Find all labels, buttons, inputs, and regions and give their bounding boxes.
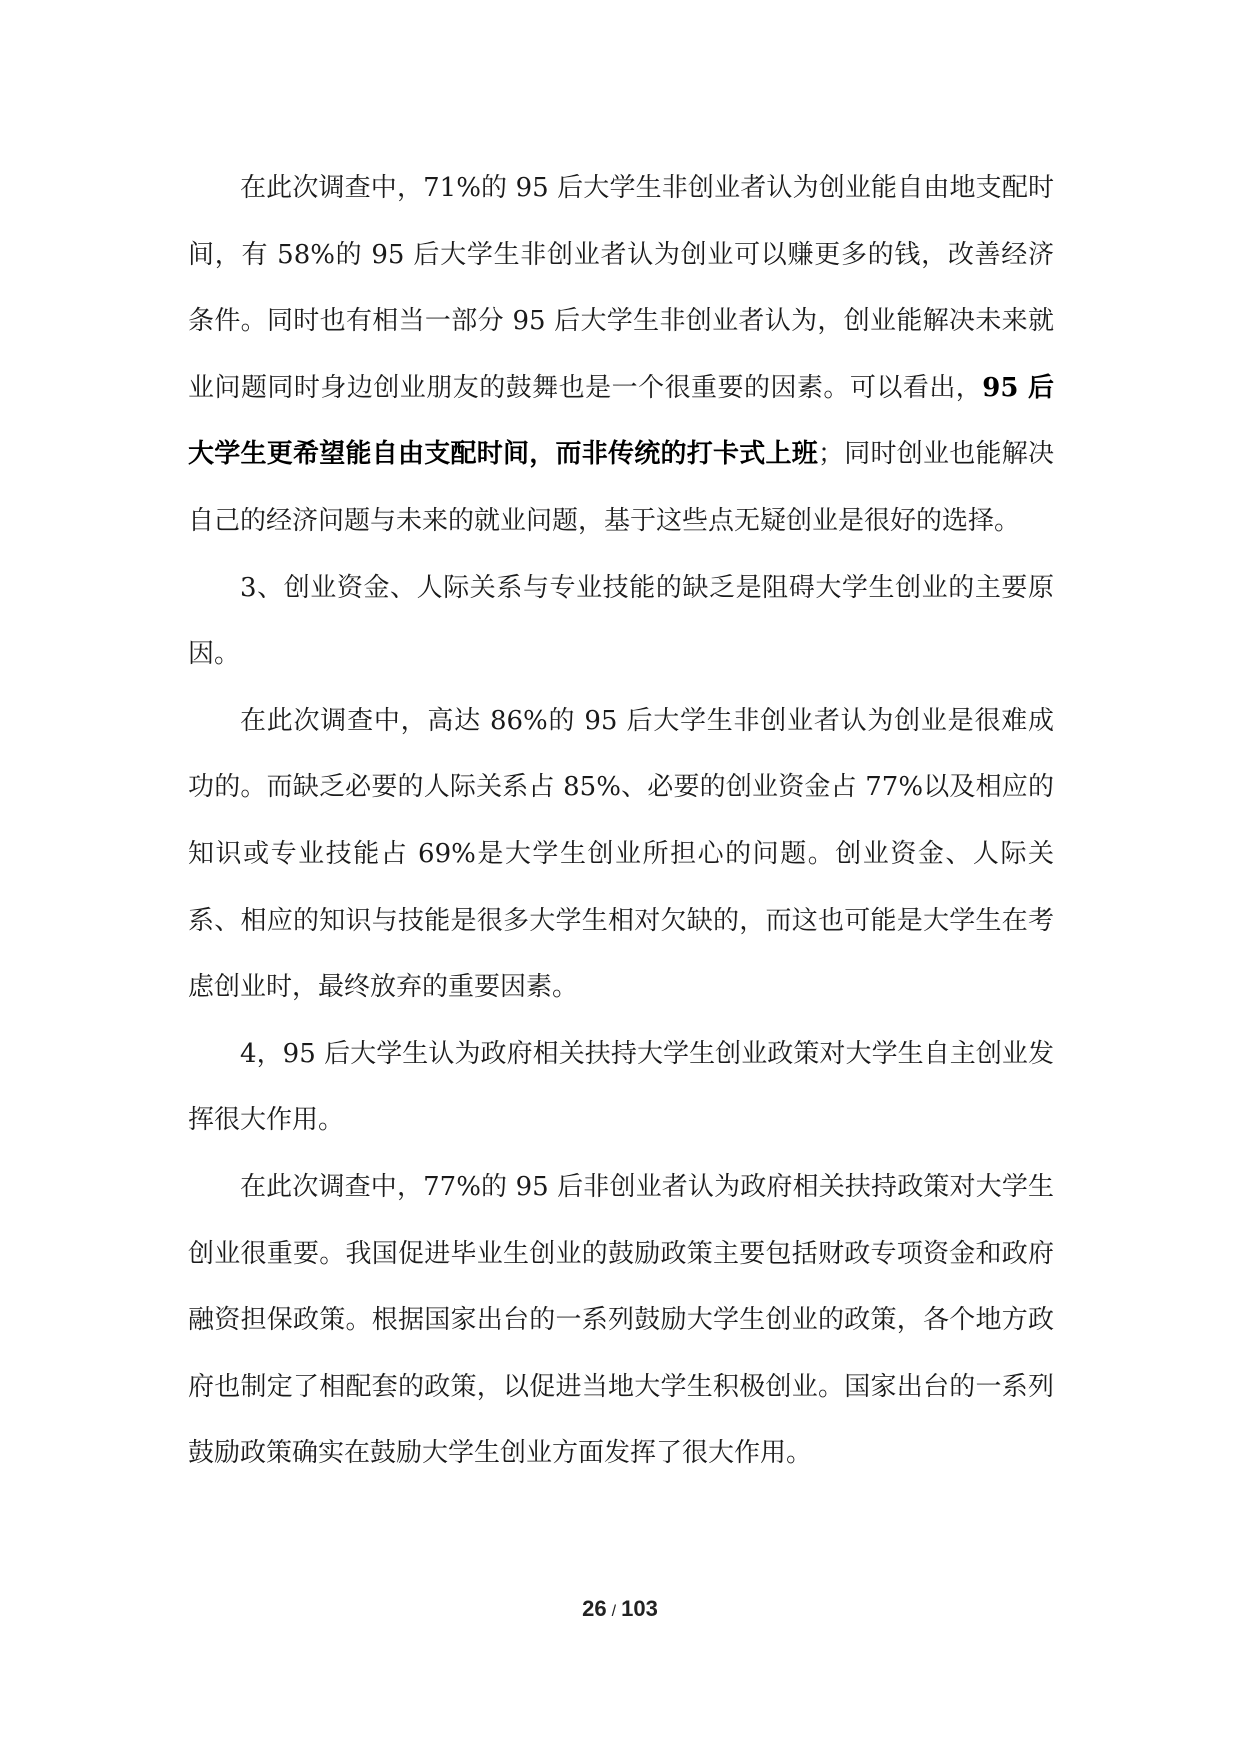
bold-conclusion: 95 后大学生更希望能自由支配时间，而非传统的打卡式上班 (188, 372, 1054, 470)
total-pages-number: 103 (621, 1596, 658, 1621)
body-text (188, 155, 1054, 1487)
paragraph-survey-policy: 在此次调查中，77%的 95 后非创业者认为政府相关扶持政策对大学生创业很重要。我国促进毕业生创业的鼓励政策主要包括财政专项资金和政府融资担保政策。根据国家出台的一系列鼓励大学生创业的政策，各个地方政府也制定了相配套的政策，以促进当地大学生积极创业。国家出台的一系列鼓励政策确实在鼓励大学生创业方面发挥了很大作用。 (188, 1171, 1054, 1469)
paragraph-text: ；同时创业也能解决自己的经济问题与未来的就业问题，基于这些点无疑创业是很好的选择。 (188, 439, 1054, 536)
paragraph-text: 在此次调查中，71%的 95 后大学生非创业者认为创业能自由地支配时间，有 58%的 95 后大学生非创业者认为创业可以赚更多的钱，改善经济条件。同时也有相当一部分 95 后大学生非创业者认为，创业能解决未来就业问题同时身边创业朋友的鼓舞也是一个很重要的因素。可以看出， (188, 173, 1054, 403)
section-heading-3: 3、创业资金、人际关系与专业技能的缺乏是阻碍大学生创业的主要原因。 (188, 572, 1054, 670)
current-page-number: 26 (582, 1596, 607, 1621)
section-heading-4: 4，95 后大学生认为政府相关扶持大学生创业政策对大学生自主创业发挥很大作用。 (188, 1038, 1054, 1136)
paragraph-survey-motivation (188, 155, 1054, 555)
page-number (0, 1596, 1240, 1622)
paragraph-survey-obstacles: 在此次调查中，高达 86%的 95 后大学生非创业者认为创业是很难成功的。而缺乏必要的人际关系占 85%、必要的创业资金占 77%以及相应的知识或专业技能占 69%是大学生创业所担心的问题。创业资金、人际关系、相应的知识与技能是很多大学生相对欠缺的，而这也可能是大学生在考虑创业时，最终放弃的重要因素。 (188, 705, 1054, 1003)
page-separator: / (611, 1603, 617, 1620)
